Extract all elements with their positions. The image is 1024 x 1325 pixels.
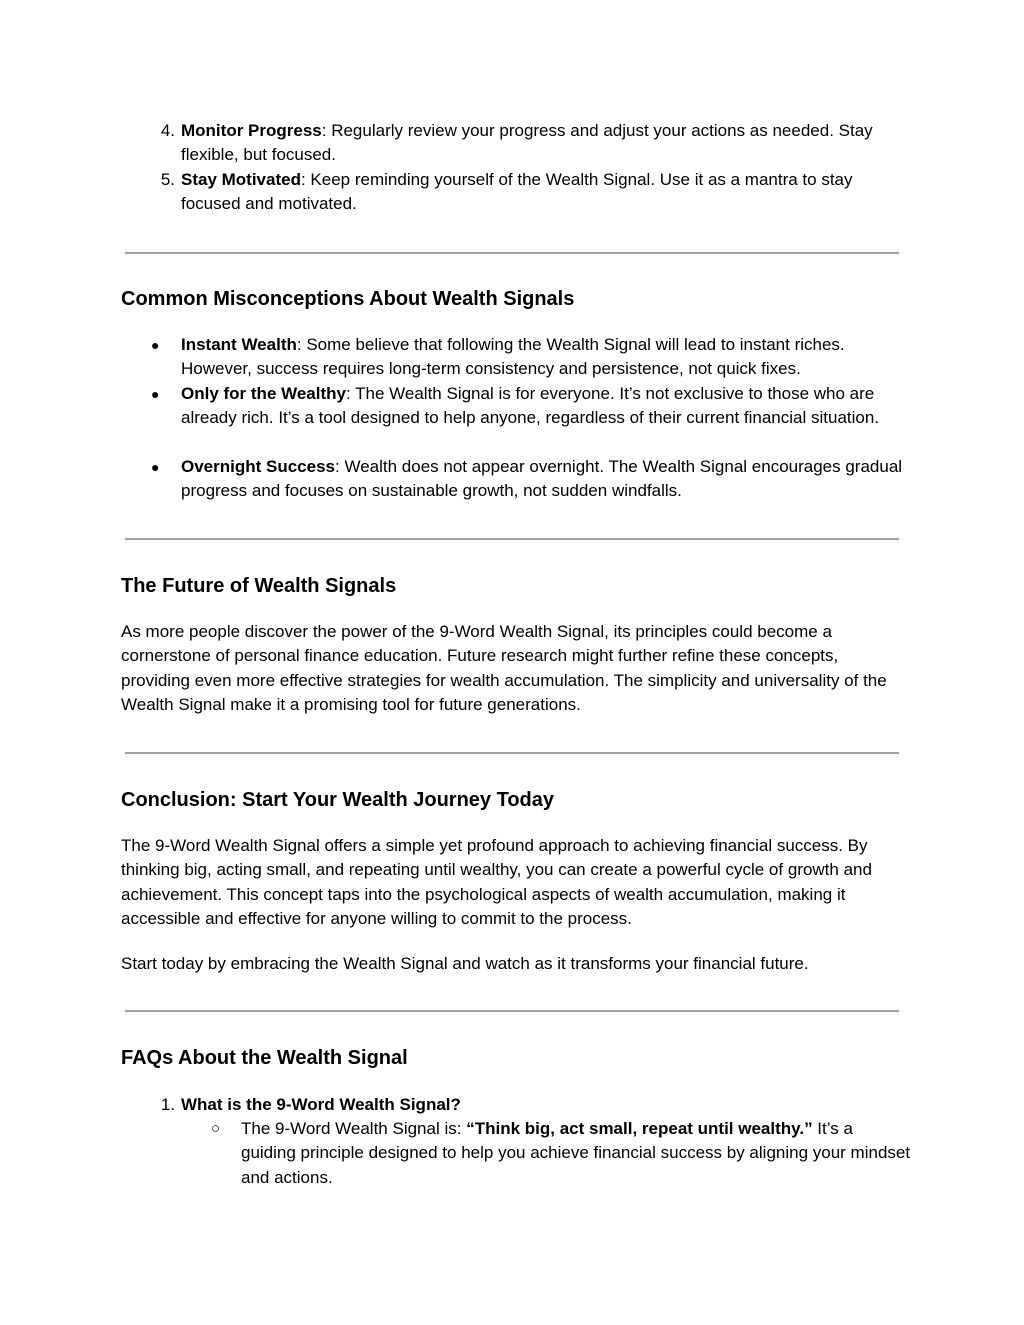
section-heading: Conclusion: Start Your Wealth Journey Today <box>121 789 555 811</box>
list-item <box>160 119 911 168</box>
item-text: : The Wealth Signal is for everyone. It’s not exclusive to those who are already rich. It’s a tool designed to help anyone, regardless of their current financial situation. <box>181 384 880 428</box>
bullet-icon: ● <box>151 337 160 353</box>
item-text: : Wealth does not appear overnight. The Wealth Signal encourages gradual progress and focuses on sustainable growth, not sudden windfalls. <box>181 457 903 501</box>
list-number: 1. <box>160 1095 175 1114</box>
item-title: Instant Wealth <box>181 335 297 354</box>
circle-bullet-icon: ○ <box>211 1120 221 1137</box>
divider <box>125 252 899 254</box>
divider <box>125 1010 899 1012</box>
item-text: : Keep reminding yourself of the Wealth Signal. Use it as a mantra to stay focused and motivated. <box>181 170 853 214</box>
list-item <box>160 168 911 217</box>
bullet-icon: ● <box>151 386 160 402</box>
section-heading: The Future of Wealth Signals <box>121 575 397 597</box>
paragraph: As more people discover the power of the 9-Word Wealth Signal, its principles could become a cornerstone of personal finance education. Future research might further refine these concepts, providing even more effective strategies for wealth accumulation. The simplicity and universality of the Wealth Signal make it a promising tool for future generations. <box>121 622 887 715</box>
list-item <box>151 333 911 382</box>
list-item <box>151 455 911 504</box>
paragraph: The 9-Word Wealth Signal offers a simple yet profound approach to achieving financial success. By thinking big, acting small, and repeating until wealthy, you can create a powerful cycle of growth and achievement. This concept taps into the psychological aspects of wealth accumulation, making it accessible and effective for anyone willing to commit to the process. <box>121 836 872 929</box>
item-title: Only for the Wealthy <box>181 384 346 403</box>
item-title: Monitor Progress <box>181 121 322 140</box>
answer-suffix: It’s a guiding principle designed to help you achieve financial success by aligning your mindset and actions. <box>241 1119 911 1187</box>
answer-prefix: The 9-Word Wealth Signal is: <box>241 1119 467 1138</box>
faq-answer <box>211 1117 911 1190</box>
section-heading: Common Misconceptions About Wealth Signals <box>121 288 575 310</box>
item-text: : Some believe that following the Wealth Signal will lead to instant riches. However, success requires long-term consistency and persistence, not quick fixes. <box>181 335 845 379</box>
question-text: What is the 9-Word Wealth Signal? <box>181 1095 461 1114</box>
list-number: 5. <box>160 170 175 189</box>
list-number: 4. <box>160 121 175 140</box>
bullet-icon: ● <box>151 459 160 475</box>
item-text: : Regularly review your progress and adjust your actions as needed. Stay flexible, but focused. <box>181 121 873 165</box>
list-item <box>151 382 911 431</box>
divider <box>125 538 899 540</box>
item-title: Stay Motivated <box>181 170 301 189</box>
section-heading: FAQs About the Wealth Signal <box>121 1047 408 1069</box>
item-title: Overnight Success <box>181 457 336 476</box>
divider <box>125 752 899 754</box>
faq-question <box>160 1093 911 1117</box>
paragraph: Start today by embracing the Wealth Signal and watch as it transforms your financial future. <box>121 954 809 973</box>
answer-bold: “Think big, act small, repeat until wealthy.” <box>466 1119 813 1138</box>
